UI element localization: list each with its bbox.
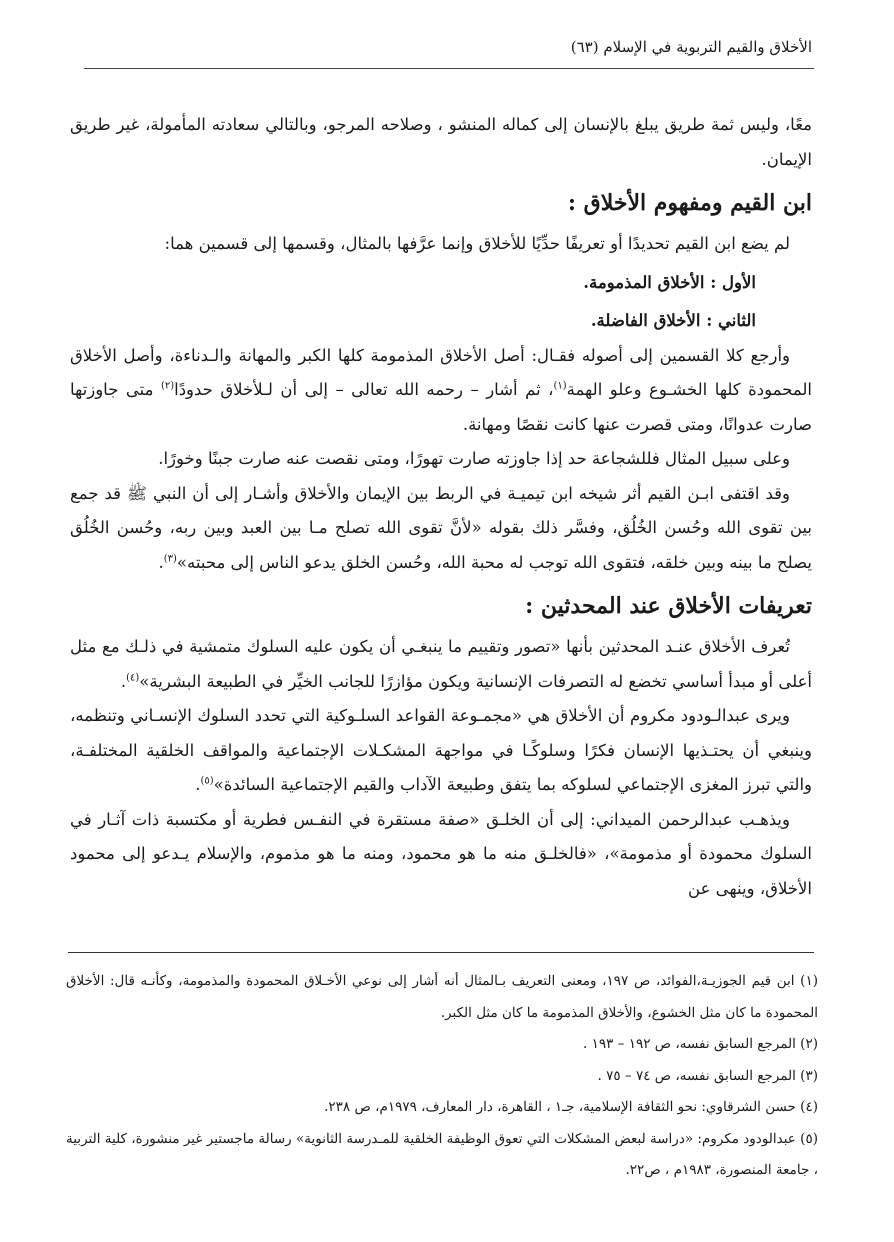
paragraph-text: وقد اقتفى ابـن القيم أثر شيخه ابن تيميـة في الربط بين الإيمان والأخلاق وأشـار إلى أن النبي ﷺ قد جمع بين تقوى الله وحُسن الخُلُق، وفسَّر ذلك بقوله «لأنَّ تقوى الله تصلح مـا بين العبد وبين ربه، وحُسن الخُلُق يصلح ما بينه وبين خلقه، فتقوى الله توجب له محبة الله، وحُسن الخلق يدعو الناس إلى محبته» — [70, 483, 812, 572]
paragraph-maidani: ويذهـب عبدالرحمن الميداني: إلى أن الخلـق «صفة مستقرة في النفـس فطرية أو مكتسبة ذات آثـار في السلوك محمودة أو مذمومة»، «فالخلـق منه ما هو محمود، ومنه ما هو مذموم، والإسلام يـدعو إلى محمود الأخلاق، وينهى عن — [70, 809, 812, 898]
footnote-2: (٢) المرجع السابق نفسه، ص ١٩٢ – ١٩٣ . — [583, 1036, 818, 1052]
footnote-4: (٤) حسن الشرقاوي: نحو الثقافة الإسلامية، جـ١ ، القاهرة، دار المعارف، ١٩٧٩م، ص ٢٣٨. — [324, 1099, 818, 1115]
section-heading-ibn-qayyim: ابن القيم ومفهوم الأخلاق : — [567, 190, 812, 216]
footnote-3: (٣) المرجع السابق نفسه، ص ٧٤ – ٧٥ . — [597, 1067, 818, 1084]
footnote-5: (٥) عبدالودود مكروم: «دراسة لبعض المشكلات التي تعوق الوظيفة الخلقية للمـدرسة الثانوية» رسالة ماجستير غير منشورة، كلية التربية ، جامعة المنصورة، ١٩٨٣م ، ص٢٢. — [66, 1130, 818, 1178]
footnote-divider — [68, 952, 814, 953]
main-text — [70, 108, 812, 906]
paragraph-text: وأرجع كلا القسمين إلى أصوله فقـال: أصل الأخلاق المذمومة كلها الكبر والمهانة والـدناءة، وأصل الأخلاق المحمودة كلها الخشـوع وعلو الهمة — [70, 345, 813, 399]
paragraph-text: ، ثم أشار – رحمه الله تعالى – إلى أن لـلأخلاق حدودًا — [174, 380, 554, 399]
paragraph-courage-example: وعلى سبيل المثال فللشجاعة حد إذا جاوزته صارت تهورًا، ومتى نقصت عنه صارت جبنًا وخورًا. — [158, 449, 790, 468]
paragraph-intro-continuation: معًا، وليس ثمة طريق يبلغ بالإنسان إلى كماله المنشو ، وصلاحه المرجو، وبالتالي سعادته المأمولة، غير طريق الإيمان. — [70, 115, 812, 169]
list-item-first-category: الأول : الأخلاق المذمومة. — [583, 272, 756, 292]
footnote-ref-2: (٢) — [160, 380, 175, 392]
header-divider — [84, 68, 814, 69]
paragraph-text: . — [195, 775, 201, 794]
footnote-ref-5: (٥) — [200, 775, 214, 787]
list-item-second-category: الثاني : الأخلاق الفاضلة. — [590, 311, 756, 330]
paragraph-text: متى جاوزتها صارت عدوانًا، ومتى قصرت عنها كانت نقصًا ومهانة. — [70, 380, 812, 434]
paragraph-text: تُعرف الأخلاق عنـد المحدثين بأنها «تصور وتقييم ما ينبغـي أن يكون عليه السلوك متمشية في ذلـك مع مثل أعلى أو مبدأ أساسي تخضع له التصرفات الإنسانية ويكون مؤازرًا للجانب الخيِّر في الطبيعة البشرية» — [70, 637, 812, 691]
paragraph-text: ويرى عبدالـودود مكروم أن الأخلاق هي «مجمـوعة القواعد السلـوكية التي تحدد السلوك الإنسـاني وتنظمه، وينبغي أن يحتـذيها الإنسان فكرًا وسلوكًـا في مواجهة المشكـلات الإجتماعية والمواقف الخلقية المختلفـة، والتي تبرز المغزى الإجتماعي لسلوكه بما يتفق وطبيعة الآداب والقيم الإجتماعية السائدة» — [70, 706, 812, 794]
running-header: الأخلاق والقيم التربوية في الإسلام (٦٣) — [570, 38, 812, 56]
section-heading-modern-definitions: تعريفات الأخلاق عند المحدثين : — [525, 593, 812, 619]
footnotes — [66, 966, 818, 1187]
footnote-1: (١) ابن قيم الجوزيـة،الفوائد، ص ١٩٧، ومعنى التعريف بـالمثال أنه أشار إلى نوعي الأخـلاق المحمودة والمذمومة، وكأنـه قال: الأخلاق المحمودة ما كان مثل الخشوع، والأخلاق المذمومة ما كان مثل الكبر. — [66, 973, 819, 1021]
footnote-ref-1: (١) — [553, 380, 567, 392]
paragraph-ibn-taymiyya — [70, 477, 812, 581]
paragraph-text: . — [158, 552, 164, 572]
paragraph-definition: لم يضع ابن القيم تحديدًا أو تعريفًا حدِّيًا للأخلاق وإنما عرَّفها بالمثال، وقسمها إلى قسمين هما: — [164, 234, 790, 253]
footnote-ref-3: (٣) — [163, 553, 177, 564]
footnote-ref-4: (٤) — [126, 672, 140, 683]
paragraph-modern-definition — [70, 630, 812, 699]
paragraph-text: . — [120, 671, 127, 691]
paragraph-origins — [70, 339, 812, 443]
paragraph-makroum — [70, 699, 812, 803]
